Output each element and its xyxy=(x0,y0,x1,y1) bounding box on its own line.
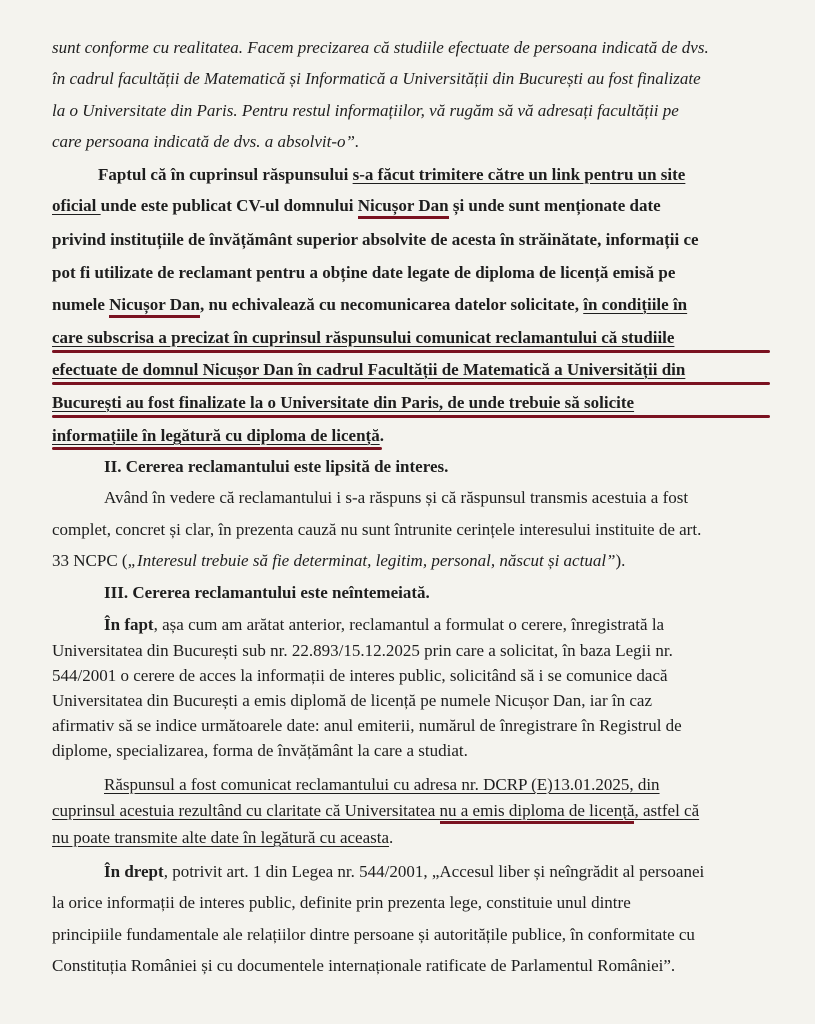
paragraph-text: ). xyxy=(615,551,626,570)
paragraph-text: numele xyxy=(52,295,110,314)
underlined-text: București au fost finalizate la o Universitate din Paris, de unde trebuie să solicite xyxy=(52,393,635,412)
underlined-text: efectuate de domnul Nicușor Dan în cadrul Facultății de Matematică a Universității din xyxy=(52,360,686,379)
paragraph-text: și unde sunt menționate date xyxy=(448,196,661,215)
paragraph-text: 33 NCPC ( xyxy=(52,551,128,570)
highlighted-phrase: nu a emis diploma de licență xyxy=(440,801,635,824)
underlined-text: în condițiile în xyxy=(583,295,688,314)
underlined-text: oficial xyxy=(52,196,101,215)
quoted-text: „Interesul trebuie să fie determinat, legitim, personal, născut și actual” xyxy=(127,551,616,570)
paragraph-text: diplome, specializarea, forma de învățământ la care a studiat. xyxy=(52,741,468,760)
paragraph-text: afirmativ să se indice următoarele date: anul emiterii, numărul de înregistrare în Registrul de xyxy=(52,716,682,735)
underlined-text: care subscrisa a precizat în cuprinsul răspunsului comunicat reclamantului că studiile xyxy=(52,328,675,347)
paragraph-text: unde este publicat CV-ul domnului xyxy=(100,196,358,215)
paragraph-text: , potrivit art. 1 din Legea nr. 544/2001, „Accesul liber și neîngrădit al persoanei xyxy=(163,862,705,881)
paragraph-text: la o Universitate din Paris. Pentru restul informațiilor, vă rugăm să vă adresați facultății pe xyxy=(52,101,679,120)
marker-underline xyxy=(52,415,770,418)
paragraph-text: Având în vedere că reclamantului i s-a răspuns și că răspunsul transmis acestuia a fost xyxy=(104,488,689,507)
paragraph-text: . xyxy=(389,828,394,847)
marker-underline xyxy=(52,382,770,385)
paragraph-text: pot fi utilizate de reclamant pentru a obține date legate de diploma de licență emisă pe xyxy=(52,263,676,282)
paragraph-text: Universitatea din București a emis diplomă de licență pe numele Nicușor Dan, iar în caz xyxy=(52,691,652,710)
paragraph-text: Constituția României și cu documentele internaționale ratificate de Parlamentul României”. xyxy=(52,956,676,975)
underlined-text: s-a făcut trimitere către un link pentru un site xyxy=(352,165,686,184)
marker-underline xyxy=(52,350,770,353)
paragraph-text: 544/2001 o cerere de acces la informații de interes public, solicitând să i se comunice dacă xyxy=(52,666,668,685)
paragraph-text: , așa cum am arătat anterior, reclamantul a formulat o cerere, înregistrată la xyxy=(153,615,665,634)
heading-text: II. Cererea reclamantului este lipsită de interes. xyxy=(104,457,449,476)
paragraph-text: . xyxy=(379,426,384,445)
paragraph-text: principiile fundamentale ale relațiilor dintre persoane și autoritățile publice, în conformitate cu xyxy=(52,925,695,944)
paragraph-text: privind instituțiile de învățământ superior absolvite de acesta în străinătate, informații ce xyxy=(52,230,699,249)
highlighted-name: Nicușor Dan xyxy=(358,196,449,219)
paragraph-text: sunt conforme cu realitatea. Facem precizarea că studiile efectuate de persoana indicată de dvs. xyxy=(52,38,709,57)
bold-lead: În fapt xyxy=(104,615,154,634)
heading-text: III. Cererea reclamantului este neîntemeiată. xyxy=(104,583,430,602)
paragraph-text: în cadrul facultății de Matematică și Informatică a Universității din București au fost finalizate xyxy=(52,69,701,88)
underlined-text: cuprinsul acestuia rezultând cu claritate că Universitatea xyxy=(52,801,440,820)
underlined-text: informațiile în legătură cu diploma de licență xyxy=(52,426,380,445)
underlined-text: nu poate transmite alte date în legătură cu aceasta xyxy=(52,828,390,847)
highlighted-name: Nicușor Dan xyxy=(109,295,200,318)
paragraph-text: Universitatea din București sub nr. 22.893/15.12.2025 prin care a solicitat, în baza Legii nr. xyxy=(52,641,673,660)
marker-underline xyxy=(52,447,382,450)
paragraph-text: care persoana indicată de dvs. a absolvit-o”. xyxy=(52,132,360,151)
paragraph-text: complet, concret și clar, în prezenta cauză nu sunt întrunite cerințele interesului instituite de art. xyxy=(52,520,702,539)
underlined-text: Răspunsul a fost comunicat reclamantului cu adresa nr. DCRP (E)13.01.2025, din xyxy=(104,775,660,794)
underlined-text: , astfel că xyxy=(634,801,700,820)
bold-lead: În drept xyxy=(104,862,164,881)
paragraph-text: Faptul că în cuprinsul răspunsului xyxy=(98,165,353,184)
paragraph-text: , nu echivalează cu necomunicarea datelor solicitate, xyxy=(199,295,584,314)
paragraph-text: la orice informații de interes public, definite prin prezenta lege, constituie unul dintre xyxy=(52,893,631,912)
